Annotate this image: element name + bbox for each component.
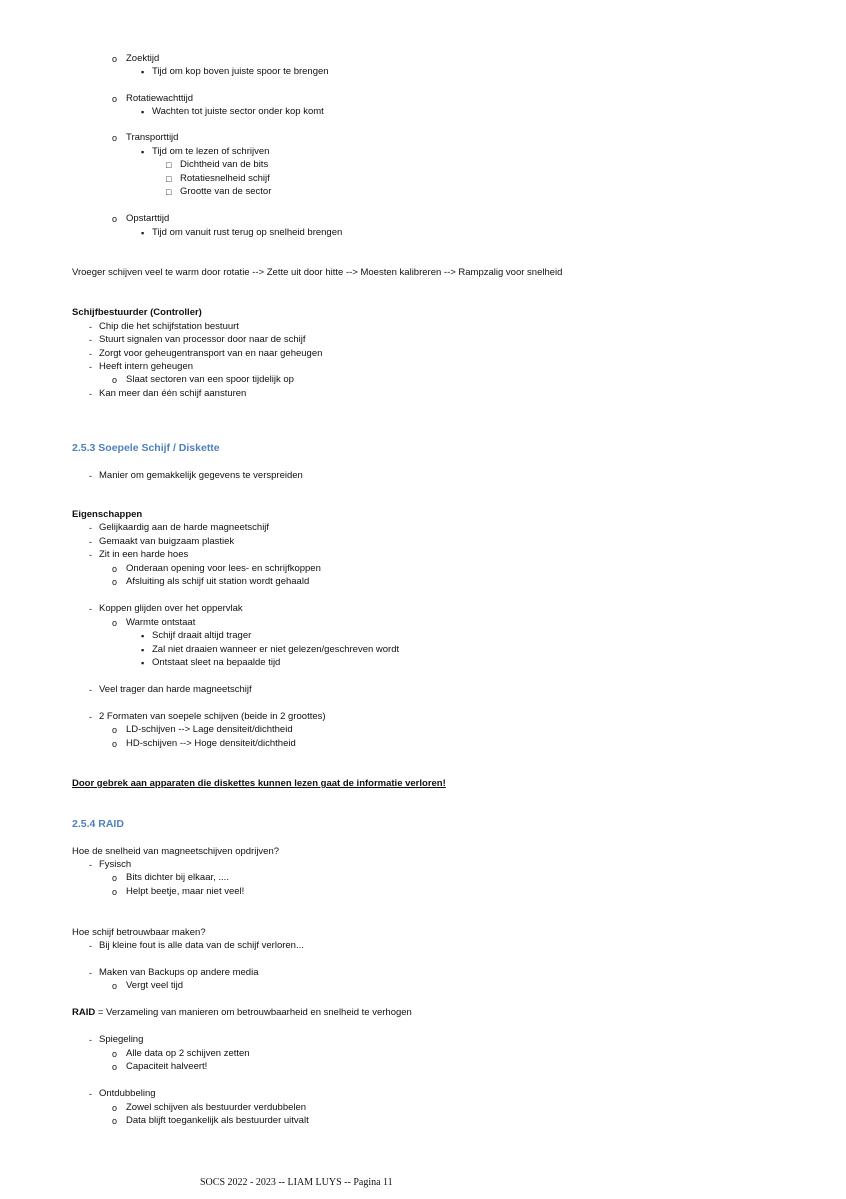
list-item: Veel trager dan harde magneetschijf	[99, 684, 252, 695]
list-item: Tijd om kop boven juiste spoor te brengen	[152, 66, 329, 77]
circle-bullet: o	[112, 214, 118, 224]
list-item: Ontstaat sleet na bepaalde tijd	[152, 657, 281, 668]
list-item: Tijd om te lezen of schrijven	[152, 146, 270, 157]
square-bullet: ▪	[141, 631, 145, 641]
list-item: HD-schijven --> Hoge densiteit/dichtheid	[126, 738, 296, 749]
circle-bullet: o	[112, 1062, 118, 1072]
list-item: Afsluiting als schijf uit station wordt gehaald	[126, 576, 310, 587]
box-bullet: □	[166, 187, 172, 197]
raid-definition-text: = Verzameling van manieren om betrouwbaarheid en snelheid te verhogen	[95, 1007, 412, 1018]
list-item: Zowel schijven als bestuurder verdubbelen	[126, 1102, 307, 1113]
circle-bullet: o	[112, 981, 118, 991]
square-bullet: ▪	[141, 645, 145, 655]
dash-bullet: -	[89, 362, 92, 372]
list-item: Maken van Backups op andere media	[99, 967, 259, 978]
list-item: Wachten tot juiste sector onder kop komt	[152, 106, 324, 117]
dash-bullet: -	[89, 335, 92, 345]
list-item: Spiegeling	[99, 1034, 144, 1045]
circle-bullet: o	[112, 94, 118, 104]
section-title: Eigenschappen	[72, 509, 143, 520]
square-bullet: ▪	[141, 67, 145, 77]
square-bullet: ▪	[141, 147, 145, 157]
square-bullet: ▪	[141, 658, 145, 668]
dash-bullet: -	[89, 941, 92, 951]
list-item: Manier om gemakkelijk gegevens te verspreiden	[99, 470, 303, 481]
list-item: Alle data op 2 schijven zetten	[126, 1048, 250, 1059]
circle-bullet: o	[112, 564, 118, 574]
list-item: Ontdubbeling	[99, 1088, 156, 1099]
page-footer: SOCS 2022 - 2023 -- LIAM LUYS -- Pagina 11	[200, 1177, 393, 1188]
list-item: Zoektijd	[126, 53, 160, 64]
circle-bullet: o	[112, 618, 118, 628]
circle-bullet: o	[112, 1103, 118, 1113]
dash-bullet: -	[89, 471, 92, 481]
list-item: Helpt beetje, maar niet veel!	[126, 886, 245, 897]
circle-bullet: o	[112, 739, 118, 749]
list-item: Gelijkaardig aan de harde magneetschijf	[99, 522, 270, 533]
list-item: Tijd om vanuit rust terug op snelheid brengen	[152, 227, 343, 238]
circle-bullet: o	[112, 133, 118, 143]
dash-bullet: -	[89, 523, 92, 533]
section-heading: 2.5.4 RAID	[72, 818, 124, 830]
list-item: Zorgt voor geheugentransport van en naar geheugen	[99, 348, 323, 359]
list-item: Kan meer dan één schijf aansturen	[99, 388, 247, 399]
dash-bullet: -	[89, 349, 92, 359]
list-item: Gemaakt van buigzaam plastiek	[99, 536, 235, 547]
list-item: Fysisch	[99, 859, 132, 870]
circle-bullet: o	[112, 1116, 118, 1126]
paragraph: Hoe schijf betrouwbaar maken?	[72, 927, 206, 938]
list-item: Vergt veel tijd	[126, 980, 184, 991]
circle-bullet: o	[112, 54, 118, 64]
section-heading: 2.5.3 Soepele Schijf / Diskette	[72, 442, 220, 454]
circle-bullet: o	[112, 1049, 118, 1059]
list-item: Opstarttijd	[126, 213, 170, 224]
dash-bullet: -	[89, 550, 92, 560]
dash-bullet: -	[89, 537, 92, 547]
paragraph: Hoe de snelheid van magneetschijven opdrijven?	[72, 846, 280, 857]
dash-bullet: -	[89, 604, 92, 614]
dash-bullet: -	[89, 712, 92, 722]
list-item: Stuurt signalen van processor door naar de schijf	[99, 334, 306, 345]
square-bullet: ▪	[141, 228, 145, 238]
box-bullet: □	[166, 160, 172, 170]
list-item: Grootte van de sector	[180, 186, 272, 197]
section-title: Schijfbestuurder (Controller)	[72, 307, 202, 318]
list-item: Zal niet draaien wanneer er niet gelezen/geschreven wordt	[152, 644, 400, 655]
list-item: Rotatiewachttijd	[126, 93, 194, 104]
list-item: LD-schijven --> Lage densiteit/dichtheid	[126, 724, 293, 735]
list-item: Warmte ontstaat	[126, 617, 196, 628]
list-item: Bits dichter bij elkaar, ....	[126, 872, 229, 883]
raid-definition	[72, 1007, 412, 1019]
list-item: Chip die het schijfstation bestuurt	[99, 321, 239, 332]
circle-bullet: o	[112, 887, 118, 897]
list-item: Slaat sectoren van een spoor tijdelijk op	[126, 374, 294, 385]
list-item: Zit in een harde hoes	[99, 549, 189, 560]
paragraph: Vroeger schijven veel te warm door rotatie --> Zette uit door hitte --> Moesten kalibreren --> Rampzalig voor snelheid	[72, 267, 563, 278]
circle-bullet: o	[112, 577, 118, 587]
list-item: Schijf draait altijd trager	[152, 630, 252, 641]
list-item: Bij kleine fout is alle data van de schijf verloren...	[99, 940, 304, 951]
warning-text: Door gebrek aan apparaten die diskettes kunnen lezen gaat de informatie verloren!	[72, 778, 446, 789]
circle-bullet: o	[112, 873, 118, 883]
dash-bullet: -	[89, 860, 92, 870]
dash-bullet: -	[89, 389, 92, 399]
dash-bullet: -	[89, 1035, 92, 1045]
circle-bullet: o	[112, 725, 118, 735]
list-item: Data blijft toegankelijk als bestuurder uitvalt	[126, 1115, 309, 1126]
list-item: Capaciteit halveert!	[126, 1061, 208, 1072]
list-item: Transporttijd	[126, 132, 179, 143]
list-item: Onderaan opening voor lees- en schrijfkoppen	[126, 563, 321, 574]
list-item: Koppen glijden over het oppervlak	[99, 603, 243, 614]
square-bullet: ▪	[141, 107, 145, 117]
list-item: Rotatiesnelheid schijf	[180, 173, 270, 184]
box-bullet: □	[166, 174, 172, 184]
circle-bullet: o	[112, 375, 118, 385]
list-item: 2 Formaten van soepele schijven (beide in 2 groottes)	[99, 711, 326, 722]
dash-bullet: -	[89, 685, 92, 695]
dash-bullet: -	[89, 1089, 92, 1099]
dash-bullet: -	[89, 968, 92, 978]
raid-label: RAID	[72, 1007, 96, 1018]
dash-bullet: -	[89, 322, 92, 332]
list-item: Dichtheid van de bits	[180, 159, 269, 170]
list-item: Heeft intern geheugen	[99, 361, 194, 372]
